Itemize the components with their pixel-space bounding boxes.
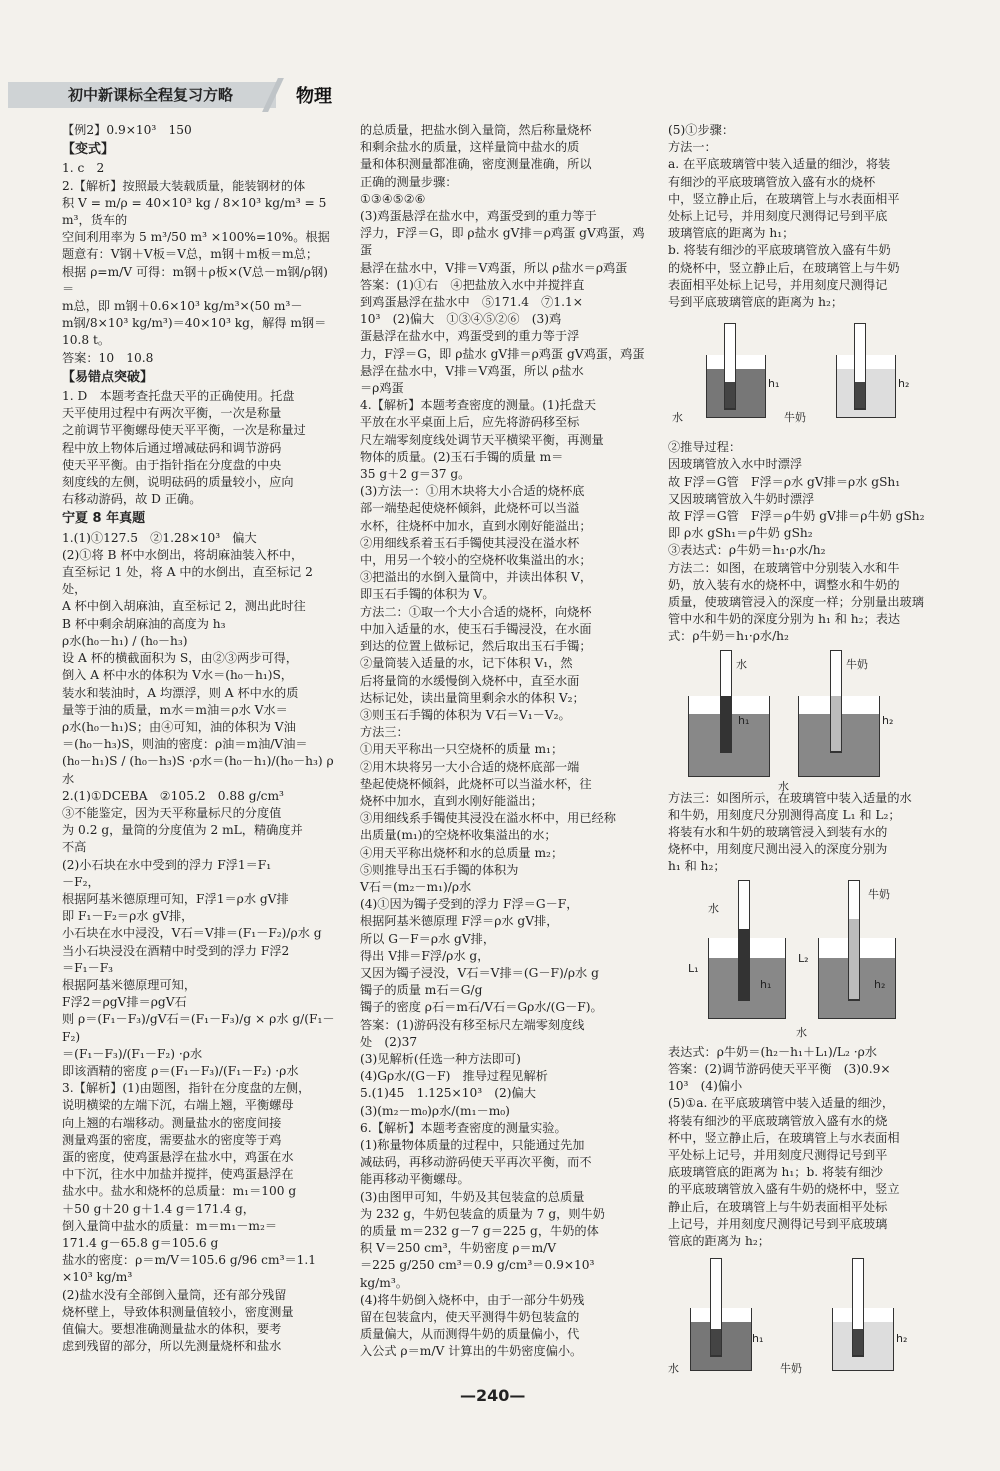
- text-line: ②用木块将另一大小合适的烧杯底部一端: [360, 759, 580, 774]
- label-h2-fig3: h₂: [874, 977, 886, 991]
- water-liquid: [707, 369, 765, 417]
- text-line: ①用天平称出一只空烧杯的质量 m₁；: [360, 742, 564, 757]
- text-line: 和牛奶，用刻度尺分别测得高度 L₁ 和 L₂；: [668, 807, 901, 822]
- text-line: 平放在水平桌面上后，应先将游码移至标: [360, 415, 580, 430]
- method-one-derivation: [668, 439, 958, 645]
- text-line: 则 ρ＝(F₁－F₃)/gV石＝(F₁－F₃)/g × ρ水 g/(F₁－F₂): [62, 1012, 335, 1044]
- text-line: 方法二：如图，在玻璃管中分别装入水和牛: [668, 560, 900, 575]
- text-line: 物体的质量。(2)玉石手镯的质量 m＝: [360, 449, 564, 464]
- text-line: 蛋的密度，使鸡蛋悬浮在盐水中，鸡蛋在水: [62, 1149, 294, 1164]
- text-line: 答案：(1)游码没有移至标尺左端零刻度线: [360, 1017, 585, 1032]
- text-line: 后将量筒的水缓慢倒入烧杯中，直至水面: [360, 673, 580, 688]
- tube-water: [720, 650, 732, 753]
- text-line: 垫起使烧杯倾斜，此烧杯可以当溢水杯，往: [360, 776, 592, 791]
- column-left: [62, 122, 337, 1355]
- text-line: ①③④⑤②⑥: [360, 191, 426, 206]
- label-water-fig4: 水: [668, 1362, 679, 1376]
- text-line: ③把溢出的水倒入量筒中，并读出体积 V，: [360, 570, 593, 585]
- text-line: 表面相平处标上记号，并用刻度尺测得记: [668, 277, 888, 292]
- beaker-water: [706, 355, 766, 418]
- text-line: 中，用另一个较小的空烧杯收集溢出的水；: [360, 553, 592, 568]
- text-line: 管底的距离为 h₂；: [668, 1233, 770, 1248]
- text-line: 2.【解析】按照最大装载质量，能装钢材的体: [62, 178, 306, 193]
- text-line: ③用细线系手镯使其浸没在溢水杯中，用已经称: [360, 811, 616, 826]
- text-line: 刻度线的左侧，说明砝码的质量较小，应向: [62, 475, 294, 490]
- text-line: 镯子的密度 ρ石＝m石/V石＝Gρ水/(G－F)。: [360, 1000, 603, 1015]
- label-milk: 牛奶: [784, 411, 806, 425]
- text-line: ②量筒装入适量的水，记下体积 V₁，然: [360, 656, 573, 671]
- text-line: 达标记处，读出量筒里剩余水的体积 V₂；: [360, 690, 585, 705]
- text-line: ＝ρ鸡蛋: [360, 381, 404, 396]
- text-line: 杯中，竖立静止后，在玻璃管上与水表面相: [668, 1130, 900, 1145]
- text-line: (4)①因为镯子受到的浮力 F浮＝G－F，: [360, 897, 579, 912]
- text-line: 力，F浮＝G，即 ρ盐水 gV排＝ρ鸡蛋 gV鸡蛋，鸡蛋: [360, 346, 645, 361]
- text-line: 根据阿基米德原理可知，F浮1＝ρ水 gV排: [62, 891, 289, 906]
- label-h2: h₂: [898, 377, 910, 391]
- text-line: 6.【解析】本题考查密度的测量实验。: [360, 1120, 567, 1135]
- text-line: ρ水(h₀－h₁) / (h₀－h₃): [62, 633, 188, 648]
- text-line: 悬浮在盐水中，V排＝V鸡蛋，所以 ρ盐水: [360, 363, 584, 378]
- text-line: V石＝(m₂－m₁)/ρ水: [360, 879, 472, 894]
- text-line: 天平使用过程中有两次平衡，一次是称量: [62, 406, 282, 421]
- label-L1: L₁: [688, 961, 699, 975]
- label-h2-fig2: h₂: [882, 713, 894, 727]
- tube-4b: [852, 1258, 864, 1357]
- text-line: 悬浮在盐水中，V排＝V鸡蛋，所以 ρ盐水＝ρ鸡蛋: [360, 260, 628, 275]
- text-line: 玻璃管底的距离为 h₁；: [668, 226, 795, 241]
- text-line: 积 V＝250 cm³，牛奶密度 ρ＝m/V: [360, 1241, 557, 1256]
- text-line: 的质量 m＝232 g－7 g＝225 g，牛奶的体: [360, 1224, 599, 1238]
- text-line: (3)(m₂－m₀)ρ水/(m₁－m₀): [360, 1103, 510, 1118]
- text-line: 10³ (2)偏大 ①③④⑤②⑥ (3)鸡: [360, 312, 562, 327]
- text-line: ＝225 g/250 cm³＝0.9 g/cm³＝0.9×10³ kg/m³。: [360, 1258, 599, 1290]
- text-line: 和剩余盐水的质量，这样量筒中盐水的质: [360, 140, 580, 155]
- text-line: 方法一：: [668, 140, 717, 155]
- text-line: b. 将装有细沙的平底玻璃管放入盛有牛奶: [668, 243, 891, 258]
- tube-milk: [830, 650, 842, 753]
- text-line: 管中水和牛奶的深度分别为 h₁ 和 h₂；表达: [668, 612, 901, 627]
- text-line: 中加入适量的水，使玉石手镯浸没，在水面: [360, 621, 592, 636]
- label-water: 水: [672, 411, 683, 425]
- text-line: ⑤则推导出玉石手镯的体积为: [360, 862, 519, 877]
- text-line: 方法三：: [360, 725, 409, 740]
- text-line: (5)①a. 在平底玻璃管中装入适量的细沙，: [668, 1096, 895, 1111]
- label-h1: h₁: [768, 377, 780, 391]
- milk-liquid: [837, 369, 895, 417]
- text-line: 平处标上记号，并用刻度尺测得记号到平: [668, 1147, 888, 1162]
- text-line: ③则玉石手镯的体积为 V石＝V₁－V₂。: [360, 707, 571, 722]
- text-line: ＝(F₁－F₃)/(F₁－F₂) ·ρ水: [62, 1046, 203, 1061]
- text-line: 答案：(2)调节游码使天平平衡 (3)0.9×: [668, 1061, 891, 1076]
- text-line: h₁ 和 h₂；: [668, 859, 726, 874]
- text-line: 故 F浮＝G管 F浮＝ρ水 gV排＝ρ水 gSh₁: [668, 474, 901, 489]
- text-line: 1. c 2: [62, 161, 105, 176]
- tube-4a: [710, 1258, 722, 1357]
- text-line: 烧杯壁上，导致体积测量值较小，密度测量: [62, 1304, 294, 1319]
- text-line: A 杯中倒入胡麻油，直至标记 2，测出此时往: [62, 599, 306, 614]
- text-line: 使天平平衡。由于指针指在分度盘的中央: [62, 457, 282, 472]
- text-line: m钢/8×10³ kg/m³)＝40×10³ kg，解得 m钢＝: [62, 316, 327, 331]
- text-line: ＋50 g＋20 g＋1.4 g＝171.4 g，: [62, 1201, 255, 1216]
- label-h1-fig4: h₁: [752, 1332, 764, 1346]
- page-header: [0, 0, 1000, 118]
- text-line: 1. D 本题考查托盘天平的正确使用。托盘: [62, 389, 295, 404]
- text-line: 底玻璃管底的距离为 h₁；b. 将装有细沙: [668, 1165, 883, 1180]
- text-line: (1)称量物体质量的过程中，只能通过先加: [360, 1137, 585, 1152]
- text-line: 即 F₁－F₂＝ρ水 gV排，: [62, 909, 194, 924]
- figure-method-one: [668, 315, 958, 435]
- text-line: 为 0.2 g，量筒的分度值为 2 mL，精确度并: [62, 823, 303, 838]
- text-line: 出质量(m₁)的空烧杯收集溢出的水；: [360, 828, 557, 843]
- text-line: 倒入量筒中盐水的质量：m＝m₁－m₂＝: [62, 1218, 278, 1233]
- text-line: 中下沉，往水中加盐并搅拌，使鸡蛋悬浮在: [62, 1167, 294, 1182]
- text-line: ρ水(h₀－h₁)S；由④可知，油的体积为 V油: [62, 719, 296, 734]
- text-line: 当小石块浸没在酒精中时受到的浮力 F浮2: [62, 943, 290, 958]
- text-line: 方法二：①取一个大小合适的烧杯，向烧杯: [360, 604, 592, 619]
- text-line: 积 V = m/ρ = 40×10³ kg / 8×10³ kg/m³ = 5 m³，货车的: [62, 195, 331, 228]
- text-line: ×10³ kg/m³: [62, 1270, 133, 1285]
- text-line: ＝F₁－F₃: [62, 960, 114, 975]
- text-line: 浮力，F浮＝G，即 ρ盐水 gV排＝ρ鸡蛋 gV鸡蛋，鸡蛋: [360, 226, 645, 258]
- text-line: 烧杯中，用刻度尺测出浸入的深度分别为: [668, 842, 888, 857]
- text-line: 为 232 g，牛奶包装盒的质量为 7 g，则牛奶: [360, 1206, 605, 1221]
- text-line: ③表达式：ρ牛奶＝h₁·ρ水/h₂: [668, 543, 826, 558]
- text-line: 的平底玻璃管放入盛有牛奶的烧杯中，竖立: [668, 1182, 900, 1197]
- text-line: 奶，放入装有水的烧杯中，调整水和牛奶的: [668, 577, 900, 592]
- subject-title: 物理: [296, 86, 332, 107]
- text-line: (4)将牛奶倒入烧杯中，由于一部分牛奶残: [360, 1292, 585, 1307]
- text-line: 10.8 t。: [62, 333, 111, 348]
- text-line: 根据阿基米德原理 F浮＝ρ水 gV排，: [360, 914, 559, 929]
- text-line: 程中放上物体后通过增减砝码和调节游码: [62, 440, 282, 455]
- method-three-text: [668, 790, 958, 876]
- figure-method-three: [668, 880, 958, 1040]
- text-line: 所以 G－F＝ρ水 gV排，: [360, 931, 496, 946]
- text-line: 到鸡蛋悬浮在盐水中 ⑤171.4 ⑦1.1×: [360, 295, 583, 310]
- text-line: 171.4 g－65.8 g＝105.6 g: [62, 1236, 219, 1250]
- text-line: 上记号，并用刻度尺测得记号到平底玻璃: [668, 1216, 888, 1231]
- text-line: 题意有：V钢＋V板＝V总，m钢＋m板＝m总；: [62, 247, 319, 262]
- sand-tube: [724, 323, 736, 410]
- text-line: ③不能鉴定，因为天平称量标尺的分度值: [62, 805, 282, 820]
- text-line: 量和体积测量都准确，密度测量准确，所以: [360, 157, 592, 172]
- text-line: (2)小石块在水中受到的浮力 F浮1＝F₁: [62, 857, 272, 872]
- text-line: 设 A 杯的横截面积为 S，由②③两步可得，: [62, 651, 298, 666]
- label-milk-fig3: 牛奶: [868, 887, 890, 901]
- text-line: 故 F浮＝G管 F浮＝ρ牛奶 gV排＝ρ牛奶 gSh₂: [668, 509, 925, 524]
- label-water-top: 水: [736, 657, 747, 671]
- text-line: 正确的测量步骤：: [360, 174, 458, 189]
- text-line: 尺左端零刻度线处调节天平横梁平衡，再测量: [360, 432, 604, 447]
- text-line: 到达的位置上做标记，然后取出玉石手镯；: [360, 639, 592, 654]
- text-line: 质量偏大，从而测得牛奶的质量偏小，代: [360, 1327, 580, 1342]
- text-line: (5)①步骤：: [668, 123, 735, 137]
- text-line: 处 (2)37: [360, 1034, 418, 1049]
- tube-3-milk: [848, 880, 860, 1001]
- text-line: 即该酒精的密度 ρ＝(F₁－F₃)/(F₁－F₂) ·ρ水: [62, 1063, 299, 1078]
- text-line: 虑到残留的部分，所以先测量烧杯和盐水: [62, 1339, 282, 1354]
- text-line: 5.(1)45 1.125×10³ (2)偏大: [360, 1086, 536, 1101]
- text-line: 即玉石手镯的体积为 V。: [360, 587, 495, 602]
- text-line: 之前调节平衡螺母使天平平衡，一次是称量过: [62, 423, 306, 438]
- figure-answer: [668, 1254, 958, 1384]
- text-line: 表达式：ρ牛奶＝(h₂－h₁＋L₁)/L₂ ·ρ水: [668, 1044, 877, 1059]
- text-line: (3)鸡蛋悬浮在盐水中，鸡蛋受到的重力等于: [360, 209, 597, 224]
- text-line: B 杯中剩余胡麻油的高度为 h₃: [62, 616, 226, 631]
- method-one-steps: [668, 122, 958, 311]
- text-line: 有细沙的平底玻璃管放入盛有水的烧杯: [668, 174, 876, 189]
- label-L2: L₂: [798, 951, 809, 965]
- text-line: 向上翘的右端移动。测量盐水的密度间接: [62, 1115, 282, 1130]
- text-line: a. 在平底玻璃管中装入适量的细沙，将装: [668, 157, 891, 172]
- text-line: 量等于油的质量，m水＝m油＝ρ水 V水＝: [62, 702, 288, 717]
- label-h1-fig2: h₁: [738, 713, 750, 727]
- text-line: 得出 V排＝F浮/ρ水 g，: [360, 948, 490, 963]
- text-line: (3)见解析(任选一种方法即可): [360, 1051, 521, 1066]
- text-line: 小石块在水中浸没，V石＝V排＝(F₁－F₂)/ρ水 g: [62, 926, 322, 941]
- text-line: 因玻璃管放入水中时漂浮: [668, 457, 803, 472]
- label-milk-fig4: 牛奶: [780, 1362, 802, 1376]
- text-line: 的总质量，把盐水倒入量筒，然后称量烧杯: [360, 123, 592, 137]
- text-line: 将装有细沙的平底玻璃管放入盛有水的烧: [668, 1113, 888, 1128]
- text-line: 测量鸡蛋的密度，需要盐水的密度等于鸡: [62, 1132, 282, 1147]
- text-line: 【变式】: [62, 142, 115, 158]
- text-line: (3)方法一：①用木块将大小合适的烧杯底: [360, 484, 585, 499]
- text-line: 方法三：如图所示，在玻璃管中装入适量的水: [668, 790, 912, 805]
- text-line: －F₂，: [62, 874, 100, 889]
- text-line: 烧杯中加水，直到水刚好能溢出；: [360, 793, 543, 808]
- text-line: m总，即 m钢＋0.6×10³ kg/m³×(50 m³－: [62, 299, 303, 314]
- text-line: 盐水中。盐水和烧杯的总质量：m₁＝100 g: [62, 1184, 297, 1199]
- label-water-fig3: 水: [708, 901, 719, 915]
- tube-3-water: [738, 880, 750, 1001]
- method-three-answer: [668, 1044, 958, 1250]
- text-line: (2)盐水没有全部倒入量筒，还有部分残留: [62, 1287, 287, 1302]
- text-line: 不高: [62, 840, 87, 855]
- text-line: 10³ (4)偏小: [668, 1079, 743, 1094]
- label-water-bottom: 水: [778, 779, 789, 793]
- text-line: 减砝码，再移动游码使天平再次平衡，而不: [360, 1155, 592, 1170]
- text-line: (h₀－h₁)S / (h₀－h₃)S ·ρ水＝(h₀－h₁)/(h₀－h₃) ρ水: [62, 754, 334, 786]
- text-line: 的烧杯中，竖立静止后，在玻璃管上与牛奶: [668, 260, 900, 275]
- text-line: (3)由图甲可知，牛奶及其包装盒的总质量: [360, 1189, 585, 1204]
- text-line: 右移动游码，故 D 正确。: [62, 492, 202, 507]
- label-h1-fig3: h₁: [760, 977, 772, 991]
- text-line: 4.【解析】本题考查密度的测量。(1)托盘天: [360, 398, 597, 413]
- text-line: 说明横梁的左端下沉，右端上翘，平衡螺母: [62, 1098, 294, 1113]
- book-title: 初中新课标全程复习方略: [68, 86, 234, 104]
- text-line: 根据阿基米德原理可知，: [62, 977, 197, 992]
- text-line: 3.【解析】(1)由题图，指针在分度盘的左侧，: [62, 1081, 311, 1096]
- text-line: 值偏大。要想准确测量盐水的体积，要考: [62, 1322, 282, 1337]
- column-middle: [360, 122, 645, 1361]
- text-line: ④用天平称出烧杯和水的总质量 m₂；: [360, 845, 564, 860]
- text-line: 35 g＋2 g＝37 g。: [360, 467, 471, 482]
- text-line: 1.(1)①127.5 ②1.28×10³ 偏大: [62, 530, 257, 545]
- text-line: 装水和装油时，A 均漂浮，则 A 杯中水的质: [62, 685, 299, 700]
- label-milk-top: 牛奶: [846, 657, 868, 671]
- text-line: 答案：10 10.8: [62, 350, 154, 365]
- text-line: 【例2】0.9×10³ 150: [62, 123, 192, 137]
- figure-method-two: [668, 650, 958, 793]
- text-line: 部一端垫起使烧杯倾斜，此烧杯可以当溢: [360, 501, 580, 516]
- text-line: 根据 ρ=m/V 可得：m钢＋ρ板×(V总－m钢/ρ钢)＝: [62, 264, 328, 296]
- page-number: —240—: [460, 1386, 526, 1405]
- text-line: 号到平底玻璃管底的距离为 h₂；: [668, 295, 844, 310]
- text-line: ②用细线系着玉石手镯使其浸没在溢水杯: [360, 535, 580, 550]
- sand-tube-2: [854, 323, 866, 410]
- text-line: 2.(1)①DCEBA ②105.2 0.88 g/cm³: [62, 788, 284, 803]
- text-line: 即 ρ水 gSh₁＝ρ牛奶 gSh₂: [668, 526, 813, 541]
- text-line: 质量，使玻璃管浸入的深度一样；分别量出玻璃: [668, 595, 924, 610]
- text-line: 倒入 A 杯中水的体积为 V水＝(h₀－h₁)S，: [62, 668, 293, 683]
- text-line: 静止后，在玻璃管上与牛奶表面相平处标: [668, 1199, 888, 1214]
- text-line: 式：ρ牛奶＝h₁·ρ水/h₂: [668, 629, 789, 644]
- text-line: 将装有水和牛奶的玻璃管浸入到装有水的: [668, 825, 888, 840]
- text-line: 留在包装盒内，使天平测得牛奶包装盒的: [360, 1310, 580, 1325]
- text-line: 处标上记号，并用刻度尺测得记号到平底: [668, 209, 888, 224]
- text-line: 镯子的质量 m石＝G/g: [360, 983, 483, 998]
- label-h2-fig4: h₂: [896, 1332, 908, 1346]
- text-line: (2)①将 B 杯中水倒出，将胡麻油装入杯中，: [62, 547, 304, 562]
- text-line: 空间利用率为 5 m³/50 m³ ×100%=10%。根据: [62, 230, 330, 245]
- text-line: 【易错点突破】: [62, 369, 154, 385]
- label-water-fig3-bottom: 水: [796, 1025, 807, 1039]
- text-line: 又因玻璃管放入牛奶时漂浮: [668, 491, 815, 506]
- text-line: ＝(h₀－h₃)S，则油的密度：ρ油＝m油/V油＝: [62, 737, 308, 752]
- text-line: 水杯，往烧杯中加水，直到水刚好能溢出；: [360, 518, 592, 533]
- text-line: ②推导过程：: [668, 440, 742, 455]
- text-line: 盐水的密度：ρ＝m/V＝105.6 g/96 cm³＝1.1: [62, 1253, 317, 1268]
- column-right: [668, 122, 958, 1388]
- text-line: 蛋悬浮在盐水中，鸡蛋受到的重力等于浮: [360, 329, 580, 344]
- beaker-milk: [836, 355, 896, 418]
- text-line: 答案：(1)①右 ④把盐放入水中并搅拌直: [360, 277, 585, 292]
- text-line: 能再移动平衡螺母。: [360, 1172, 470, 1187]
- text-line: (4)Gρ水/(G－F) 推导过程见解析: [360, 1069, 548, 1084]
- text-line: 中，竖立静止后，在玻璃管上与水表面相平: [668, 191, 900, 206]
- text-line: F浮2＝ρgV排＝ρgV石: [62, 995, 187, 1010]
- text-line: 宁夏 8 年真题: [62, 511, 146, 527]
- text-line: 直至标记 1 处，将 A 中的水倒出，直至标记 2 处，: [62, 565, 317, 597]
- text-line: 入公式 ρ＝m/V 计算出的牛奶密度偏小。: [360, 1344, 583, 1359]
- text-line: 又因为镯子浸没，V石＝V排＝(G－F)/ρ水 g: [360, 965, 599, 980]
